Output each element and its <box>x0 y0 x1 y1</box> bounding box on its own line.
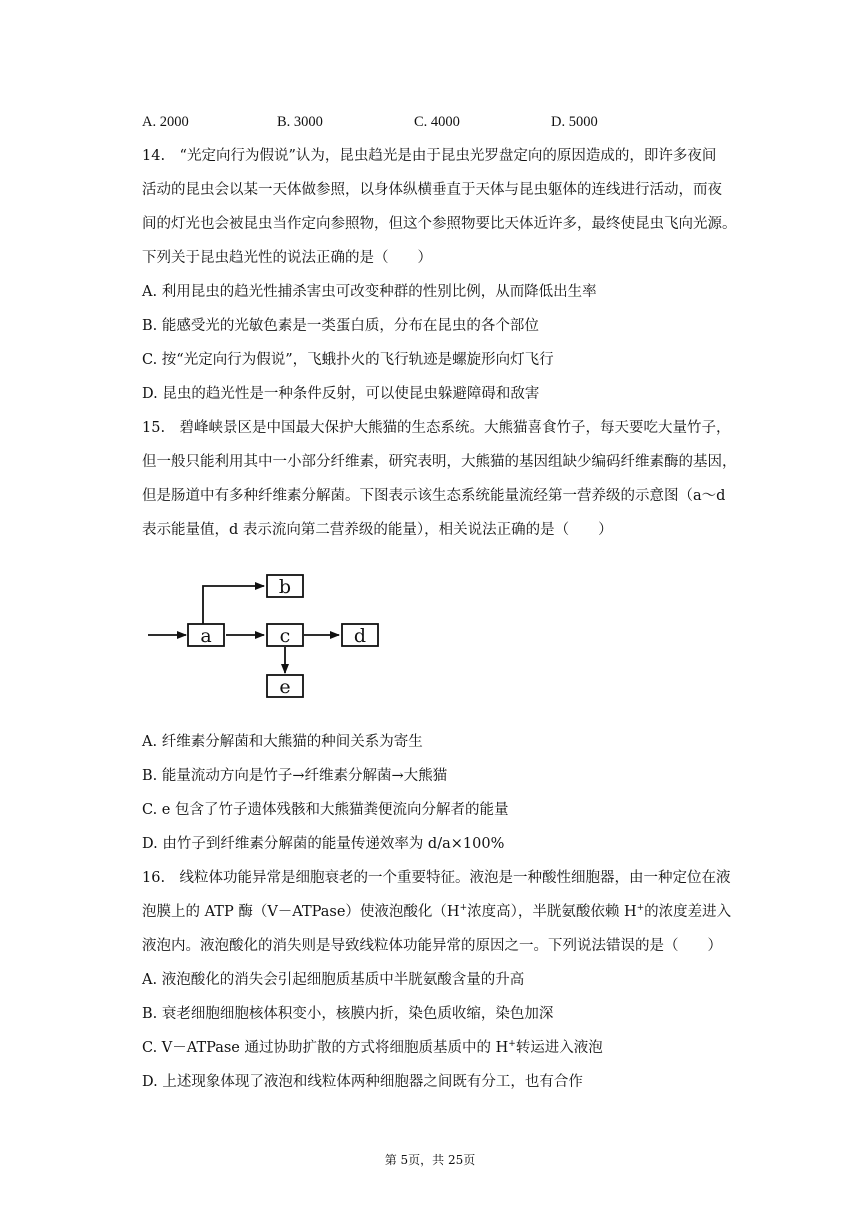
arrow-a-to-b <box>203 586 264 624</box>
superscript-plus: + <box>508 1039 516 1049</box>
q15-option-b: B. 能量流动方向是竹子→纤维素分解菌→大熊猫 <box>142 768 448 784</box>
q15-stem-line-4: 表示能量值，d 表示流向第二营养级的能量），相关说法正确的是（ ） <box>142 522 613 538</box>
q16-option-b: B. 衰老细胞细胞核体积变小，核膜内折，染色质收缩，染色加深 <box>142 1006 554 1022</box>
label-c: c <box>279 625 291 647</box>
q16-line2-part1: 泡膜上的 ATP 酶（V－ATPase）使液泡酸化（H <box>142 904 460 920</box>
q16-line2-part2: 浓度高），半胱氨酸依赖 H <box>467 904 637 920</box>
superscript-plus: + <box>459 903 468 913</box>
q15-option-a: A. 纤维素分解菌和大熊猫的种间关系为寄生 <box>142 734 423 750</box>
q15-stem-line-2: 但一般只能利用其中一小部分纤维素，研究表明，大熊猫的基因组缺少编码纤维素酶的基因， <box>142 454 737 470</box>
q14-option-d: D. 昆虫的趋光性是一种条件反射，可以使昆虫躲避障碍和敌害 <box>142 386 540 402</box>
q13-option-c: C. 4000 <box>414 114 460 130</box>
q14-option-c: C. 按“光定向行为假说”，飞蛾扑火的飞行轨迹是螺旋形向灯飞行 <box>142 352 554 368</box>
q16-stem-line-1: 16. 线粒体功能异常是细胞衰老的一个重要特征。液泡是一种酸性细胞器，由一种定位在液 <box>142 870 731 886</box>
energy-flow-diagram <box>140 565 390 715</box>
q16-option-c <box>142 1038 603 1058</box>
q14-option-a: A. 利用昆虫的趋光性捕杀害虫可改变种群的性别比例，从而降低出生率 <box>142 284 597 300</box>
superscript-plus: + <box>636 903 645 913</box>
label-e: e <box>279 676 291 698</box>
label-b: b <box>278 576 292 598</box>
q13-option-a: A. 2000 <box>142 114 189 130</box>
q16-stem-line-3: 液泡内。液泡酸化的消失则是导致线粒体功能异常的原因之一。下列说法错误的是（ ） <box>142 938 722 954</box>
q14-option-b: B. 能感受光的光敏色素是一类蛋白质，分布在昆虫的各个部位 <box>142 318 539 334</box>
q16-option-c-part1: C. V－ATPase 通过协助扩散的方式将细胞质基质中的 H <box>142 1040 509 1056</box>
q13-option-b: B. 3000 <box>277 114 323 130</box>
q16-option-a: A. 液泡酸化的消失会引起细胞质基质中半胱氨酸含量的升高 <box>142 972 525 988</box>
q14-stem-line-4: 下列关于昆虫趋光性的说法正确的是（ ） <box>142 250 432 266</box>
q15-stem-line-1: 15. 碧峰峡景区是中国最大保护大熊猫的生态系统。大熊猫喜食竹子，每天要吃大量竹子， <box>142 420 731 436</box>
q14-stem-line-1: 14. “光定向行为假说”认为，昆虫趋光是由于昆虫光罗盘定向的原因造成的，即许多夜间 <box>142 148 717 164</box>
q16-option-d: D. 上述现象体现了液泡和线粒体两种细胞器之间既有分工，也有合作 <box>142 1074 583 1090</box>
q13-options <box>0 112 860 132</box>
q16-option-c-part2: 转运进入液泡 <box>515 1040 603 1056</box>
q14-stem-line-2: 活动的昆虫会以某一天体做参照，以身体纵横垂直于天体与昆虫躯体的连线进行活动，而夜 <box>142 182 722 198</box>
q15-option-c: C. e 包含了竹子遗体残骸和大熊猫粪便流向分解者的能量 <box>142 802 509 818</box>
label-a: a <box>200 625 212 647</box>
q13-option-d: D. 5000 <box>551 114 598 130</box>
label-d: d <box>353 625 367 647</box>
q14-stem-line-3: 间的灯光也会被昆虫当作定向参照物，但这个参照物要比天体近许多，最终使昆虫飞向光源。 <box>142 216 737 232</box>
q16-line2-part3: 的浓度差进入 <box>644 904 732 920</box>
q15-stem-line-3: 但是肠道中有多种纤维素分解菌。下图表示该生态系统能量流经第一营养级的示意图（a～d <box>142 488 726 504</box>
q16-stem-line-2 <box>142 902 731 922</box>
page-footer: 第 5页，共 25页 <box>384 1153 476 1167</box>
q15-option-d: D. 由竹子到纤维素分解菌的能量传递效率为 d/a×100% <box>142 836 505 852</box>
